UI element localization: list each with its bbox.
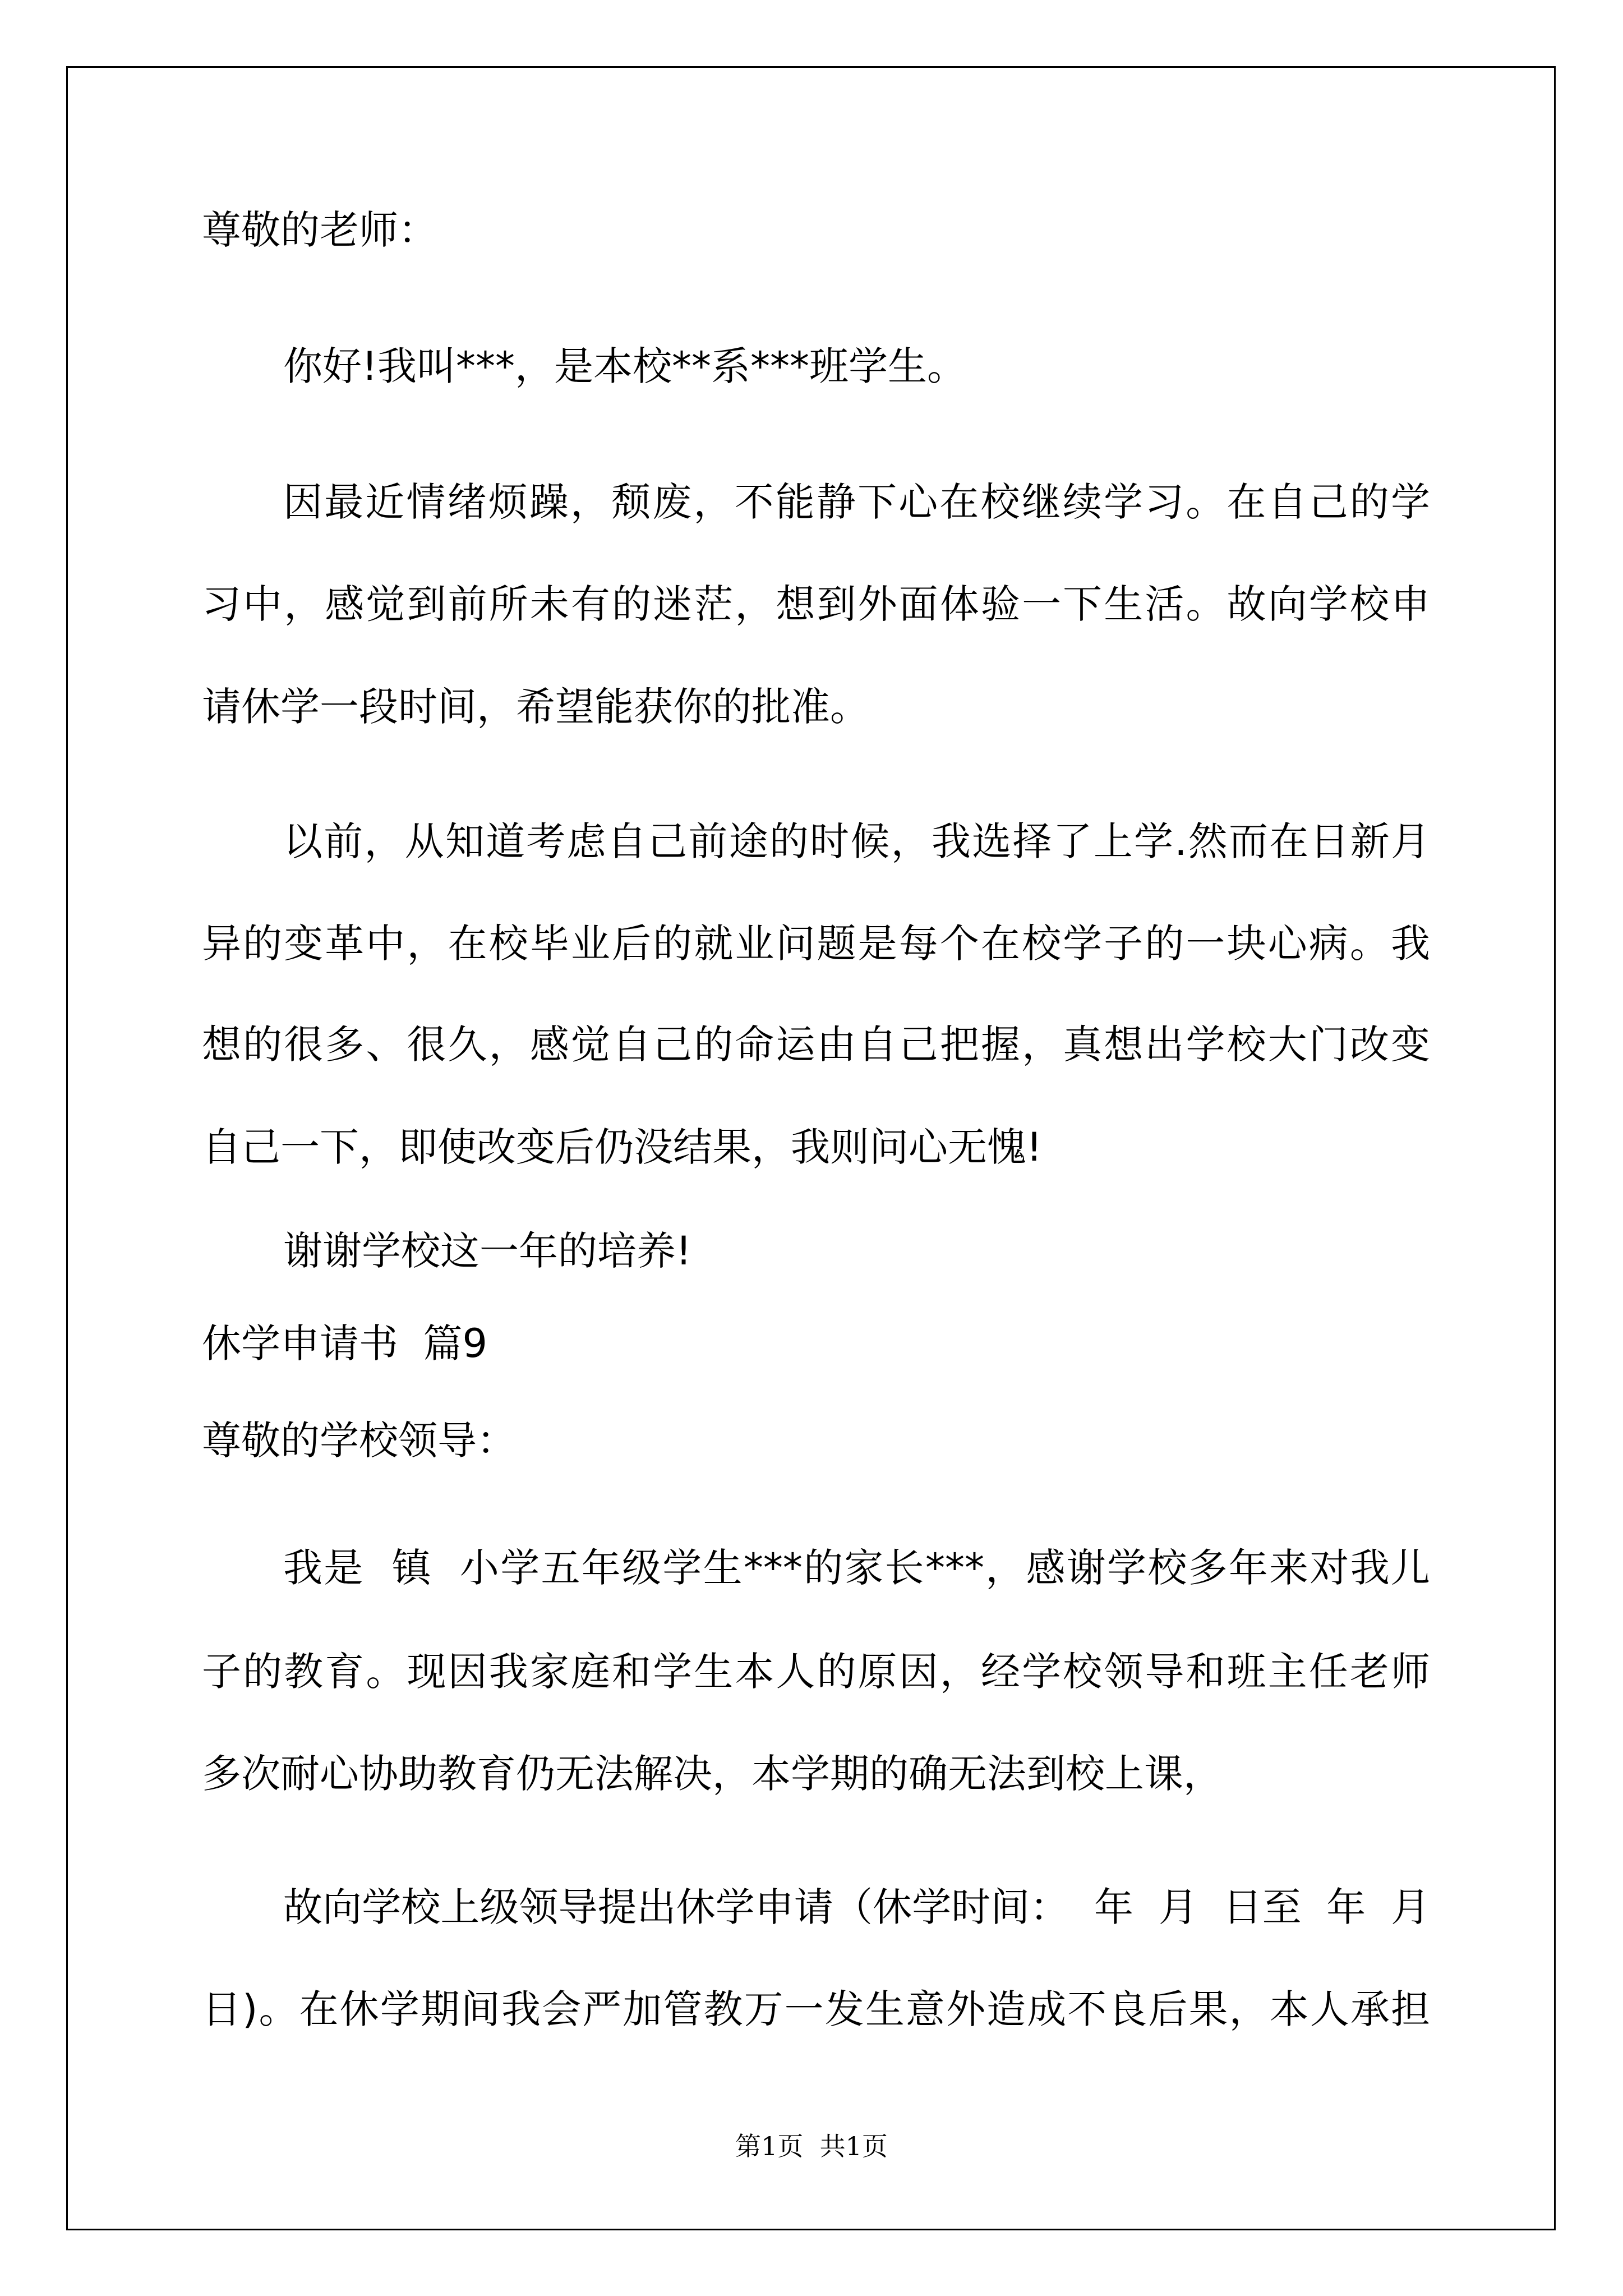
paragraph-line: 请休学一段时间，希望能获你的批准。 [202, 684, 869, 730]
paragraph-line: 你好!我叫***，是本校**系***班学生。 [283, 343, 967, 389]
section-heading: 休学申请书 篇9 [202, 1320, 488, 1366]
paragraph-line: 习中，感觉到前所未有的迷茫，想到外面体验一下生活。故向学校申 [202, 581, 1430, 627]
paragraph-line: 谢谢学校这一年的培养! [283, 1228, 692, 1274]
paragraph-line: 因最近情绪烦躁，颓废，不能静下心在校继续学习。在自己的学 [283, 479, 1430, 525]
salutation-teacher: 尊敬的老师： [202, 207, 437, 253]
paragraph-line: 多次耐心协助教育仍无法解决，本学期的确无法到校上课， [202, 1751, 1223, 1797]
paragraph-line: 异的变革中，在校毕业后的就业问题是每个在校学子的一块心病。我 [202, 921, 1430, 967]
paragraph-line: 想的很多、很久，感觉自己的命运由自己把握，真想出学校大门改变 [202, 1022, 1430, 1068]
paragraph-line: 以前，从知道考虑自己前途的时候，我选择了上学.然而在日新月 [283, 818, 1430, 864]
salutation-leaders: 尊敬的学校领导： [202, 1418, 516, 1464]
paragraph-line: 子的教育。现因我家庭和学生本人的原因，经学校领导和班主任老师 [202, 1649, 1430, 1695]
page-footer: 第1页 共1页 [735, 2131, 888, 2161]
paragraph-line: 日)。在休学期间我会严加管教万一发生意外造成不良后果，本人承担 [202, 1986, 1430, 2032]
paragraph-line: 自己一下，即使改变后仍没结果，我则问心无愧! [202, 1124, 1043, 1170]
paragraph-line: 故向学校上级领导提出休学申请（休学时间： 年 月 日至 年 月 [283, 1884, 1430, 1930]
paragraph-line: 我是 镇 小学五年级学生***的家长***，感谢学校多年来对我儿 [283, 1545, 1430, 1591]
